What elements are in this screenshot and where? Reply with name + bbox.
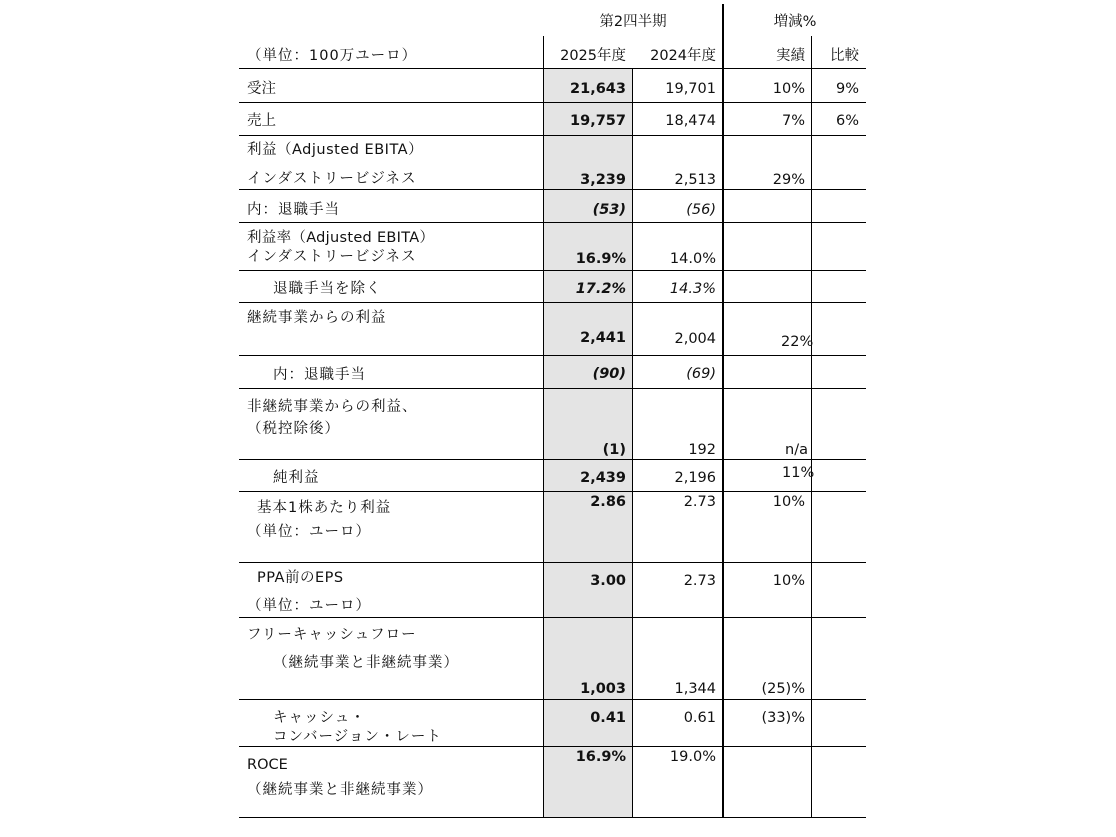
value-2025: 0.41 <box>590 710 626 726</box>
row-sublabel: インダストリービジネス <box>247 249 417 265</box>
change-header: 増減% <box>773 14 817 30</box>
value-2025: 2,439 <box>580 470 626 486</box>
value-2025: (53) <box>592 202 626 218</box>
value-2025: (1) <box>602 442 626 458</box>
row-divider <box>239 135 866 136</box>
value-actual: 22% <box>781 334 814 350</box>
row-label: 内：退職手当 <box>273 367 366 383</box>
column-header-2024: 2024年度 <box>650 48 716 64</box>
column-header-compare: 比較 <box>830 48 859 64</box>
row-label: 内：退職手当 <box>247 202 340 218</box>
row-sublabel: コンバージョン・レート <box>273 729 442 745</box>
row-label: キャッシュ・ <box>273 710 366 726</box>
value-actual: 10% <box>772 81 805 97</box>
period-header: 第2四半期 <box>599 14 667 30</box>
value-actual: n/a <box>785 442 808 458</box>
value-2025: 1,003 <box>580 681 626 697</box>
value-actual: 10% <box>772 573 805 589</box>
row-sublabel: インダストリービジネス <box>247 171 417 187</box>
row-label: PPA前のEPS <box>257 570 344 586</box>
row-sublabel: （継続事業と非継続事業） <box>273 655 459 671</box>
row-divider <box>239 699 866 700</box>
value-2024: 2,513 <box>674 172 716 188</box>
column-divider <box>543 36 544 818</box>
row-label: 利益（Adjusted EBITA） <box>247 142 424 158</box>
value-2025: 2.86 <box>590 494 626 510</box>
value-2024: 19,701 <box>665 81 716 97</box>
row-divider <box>239 817 866 818</box>
row-divider <box>239 355 866 356</box>
column-divider <box>811 36 812 818</box>
row-divider <box>239 388 866 389</box>
value-2025: 2,441 <box>580 330 626 346</box>
row-sublabel: （税控除後） <box>247 421 340 437</box>
value-2024: (69) <box>686 366 716 382</box>
value-actual: 10% <box>772 494 805 510</box>
value-2025: 3,239 <box>580 172 626 188</box>
row-divider <box>239 189 866 190</box>
row-divider <box>239 746 866 747</box>
value-2024: 2.73 <box>683 494 716 510</box>
row-sublabel: （継続事業と非継続事業） <box>247 782 433 798</box>
value-2025: 3.00 <box>590 573 626 589</box>
value-2024: 2,004 <box>674 331 716 347</box>
row-divider <box>239 562 866 563</box>
row-label: 純利益 <box>273 470 320 486</box>
value-2024: 14.3% <box>669 281 716 297</box>
row-divider <box>239 222 866 223</box>
value-2024: 2,196 <box>674 470 716 486</box>
column-header-2025: 2025年度 <box>560 48 626 64</box>
row-divider <box>239 459 866 460</box>
value-2025: 21,643 <box>570 81 626 97</box>
value-2024: 19.0% <box>669 749 716 765</box>
value-compare: 6% <box>835 113 859 129</box>
value-2024: 14.0% <box>669 251 716 267</box>
row-label: 退職手当を除く <box>273 281 382 297</box>
value-compare: 9% <box>835 81 859 97</box>
value-2024: 18,474 <box>665 113 716 129</box>
value-2025: (90) <box>592 366 626 382</box>
row-sublabel: （単位：ユーロ） <box>247 598 371 614</box>
row-divider <box>239 270 866 271</box>
value-actual: (25)% <box>761 681 805 697</box>
value-2025: 16.9% <box>575 251 626 267</box>
value-actual: 11% <box>782 465 815 481</box>
row-label: 継続事業からの利益 <box>247 310 387 326</box>
row-label: 売上 <box>247 113 276 129</box>
row-label: ROCE <box>247 757 288 773</box>
row-label: フリーキャッシュフロー <box>247 627 417 643</box>
value-2025: 16.9% <box>575 749 626 765</box>
unit-label: （単位：100万ユーロ） <box>247 48 418 64</box>
row-label: 基本1株あたり利益 <box>257 500 392 516</box>
value-2024: 192 <box>688 442 716 458</box>
value-actual: 29% <box>772 172 805 188</box>
row-divider <box>239 102 866 103</box>
value-actual: 7% <box>781 113 805 129</box>
value-actual: (33)% <box>761 710 805 726</box>
row-divider <box>239 302 866 303</box>
value-2024: (56) <box>686 202 716 218</box>
row-label: 受注 <box>247 81 276 97</box>
value-2025: 19,757 <box>570 113 626 129</box>
row-label: 非継続事業からの利益、 <box>247 399 418 415</box>
row-label: 利益率（Adjusted EBITA） <box>247 230 435 246</box>
value-2024: 1,344 <box>674 681 716 697</box>
row-sublabel: （単位：ユーロ） <box>247 524 371 540</box>
row-divider <box>239 617 866 618</box>
row-divider <box>239 491 866 492</box>
value-2025: 17.2% <box>575 281 626 297</box>
value-2024: 0.61 <box>683 710 716 726</box>
value-2024: 2.73 <box>683 573 716 589</box>
row-divider <box>239 68 866 69</box>
column-header-actual: 実績 <box>776 48 805 64</box>
